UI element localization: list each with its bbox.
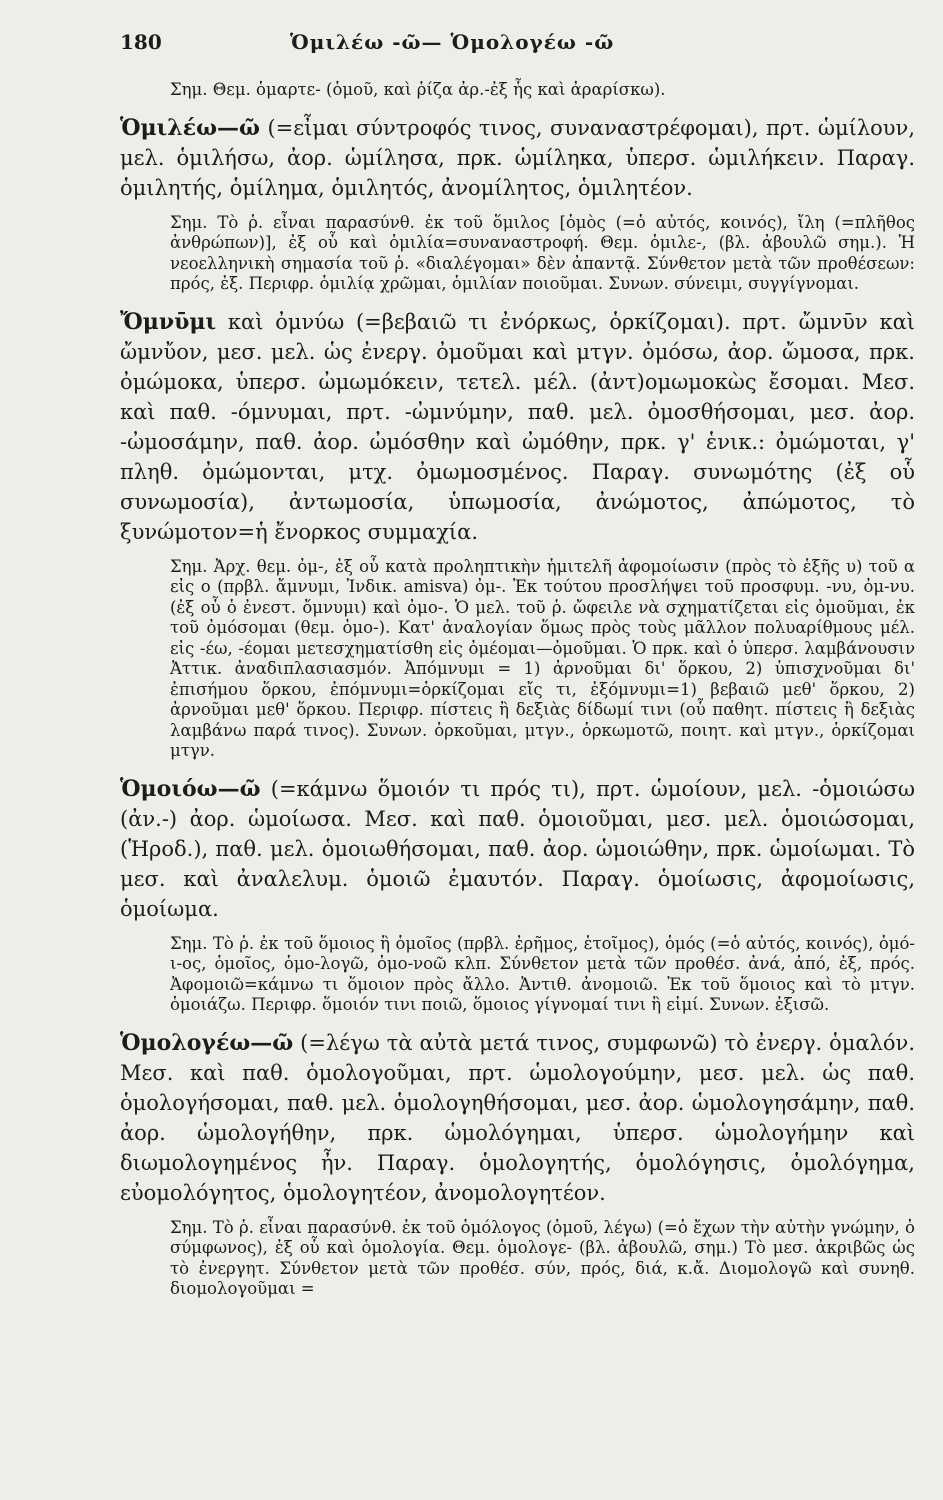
- note-omartein: Σημ. Θεμ. ὁμαρτε- (ὁμοῦ, καὶ ῥίζα ἀρ.-ἐξ ἧς καὶ ἀραρίσκω).: [170, 80, 666, 99]
- entry-omoioo: [120, 774, 915, 924]
- entry-omileo: [120, 113, 915, 203]
- entry-omnymi-body: καὶ ὀμνύω (=βεβαιῶ τι ἐνόρκως, ὁρκίζομαι). πρτ. ὤμνῡν καὶ ὤμνὔον, μεσ. μελ. ὡς ἐνεργ. ὀμοῦμαι καὶ μτγν. ὀμόσω, ἀορ. ὤμοσα, πρκ. ὀμώμοκα, ὑπερσ. ὠμωμόκειν, τετελ. μέλ. (ἀντ)ομωμοκὼς ἔσομαι. Μεσ. καὶ παθ. -όμνυμαι, πρτ. -ὠμνύμην, παθ. μελ. ὀμοσθήσομαι, μεσ. ἀορ. -ὠμοσάμην, παθ. ἀορ. ὠμόσθην καὶ ὠμόθην, πρκ. γ' ἑνικ.: ὀμώμοται, γ' πληθ. ὀμώμονται, μτχ. ὀμωμοσμένος. Παραγ. συνωμότης (ἐξ οὗ συνωμοσία), ἀντωμοσία, ὑπωμοσία, ἀνώμοτος, ἀπώμοτος, τὸ ξυνώμοτον=ἡ ἔνορκος συμμαχία.: [120, 309, 915, 544]
- note-omnymi: Σημ. Ἀρχ. θεμ. ὀμ-, ἐξ οὗ κατὰ προληπτικὴν ἡμιτελῆ ἀφομοίωσιν (πρὸς τὸ ἑξῆς υ) τοῦ α εἰς ο (πρβλ. ἄμνυμι, Ἰνδικ. amisva) ὀμ-. Ἐκ τούτου προσλήψει τοῦ προσφυμ. -νυ, ὀμ-νυ. (ἐξ οὗ ὁ ἐνεστ. ὄμνυμι) καὶ ὀμο-. Ὁ μελ. τοῦ ῥ. ὤφειλε νὰ σχηματίζεται εἰς ὀμοῦμαι, ἐκ τοῦ ὀμόσομαι (θεμ. ὀμο-). Κατ' ἀναλογίαν ὅμως πρὸς τοὺς μᾶλλον πολυαρίθμους μέλ. εἰς -έω, -έομαι μετεσχηματίσθη εἰς ὀμέομαι—ὀμοῦμαι. Ὁ πρκ. καὶ ὁ ὑπερσ. λαμβάνουσιν Ἀττικ. ἀναδιπλασιασμόν. Ἀπόμνυμι = 1) ἀρνοῦμαι δι' ὅρκου, 2) ὑπισχνοῦμαι δι' ἐπισήμου ὅρκου, ἐπόμνυμι=ὁρκίζομαι εἴς τι, ἐξόμνυμι=1) βεβαιῶ μεθ' ὅρκου, 2) ἀρνοῦμαι μεθ' ὅρκου. Περιφρ. πίστεις ἢ δεξιὰς δίδωμί τινι (οὗ παθητ. πίστεις ἢ δεξιὰς λαμβάνω παρά τινος). Συνων. ὁρκοῦμαι, μτγν., ὁρκωμοτῶ, ποιητ. καὶ μτγν., ὁρκίζομαι μτγν.: [170, 556, 915, 760]
- lemma-omileo: Ὁμιλέω—ῶ: [120, 114, 261, 141]
- note-omologeo: Σημ. Τὸ ῥ. εἶναι παρασύνθ. ἐκ τοῦ ὁμόλογος (ὁμοῦ, λέγω) (=ὁ ἔχων τὴν αὐτὴν γνώμην, ὁ σύμφωνος), ἐξ οὗ καὶ ὁμολογία. Θεμ. ὁμολογε- (βλ. ἀβουλῶ, σημ.) Τὸ μεσ. ἀκριβῶς ὡς τὸ ἐνεργητ. Σύνθετον μετὰ τῶν προθέσ. σύν, πρός, διά, κ.ἄ. Διομολογῶ καὶ συνηθ. διομολογοῦμαι =: [170, 1217, 915, 1298]
- entry-omileo-body: (=εἶμαι σύντροφός τινος, συναναστρέφομαι), πρτ. ὡμίλουν, μελ. ὁμιλήσω, ἀορ. ὡμίλησα, πρκ. ὡμίληκα, ὑπερσ. ὡμιλήκειν. Παραγ. ὁμιλητής, ὁμίλημα, ὁμιλητός, ἀνομίλητος, ὁμιλητέον.: [120, 115, 915, 200]
- running-head: [120, 30, 915, 70]
- entry-omnymi: [120, 307, 915, 547]
- page-number: 180: [120, 30, 162, 54]
- entry-omoioo-body: (=κάμνω ὅμοιόν τι πρός τι), πρτ. ὡμοίουν, μελ. -ὁμοιώσω (ἀν.-) ἀορ. ὡμοίωσα. Μεσ. καὶ παθ. ὁμοιοῦμαι, μεσ. μελ. ὁμοιώσομαι, (Ἡροδ.), παθ. μελ. ὁμοιωθήσομαι, παθ. ἀορ. ὡμοιώθην, πρκ. ὡμοίωμαι. Τὸ μεσ. καὶ ἀναλελυμ. ὁμοιῶ ἐμαυτόν. Παραγ. ὁμοίωσις, ἀφομοίωσις, ὁμοίωμα.: [120, 776, 915, 921]
- running-head-title: Ὁμιλέω -ῶ— Ὁμολογέω -ῶ: [290, 30, 615, 54]
- lemma-omoioo: Ὁμοιόω—ῶ: [120, 775, 261, 802]
- lemma-omnymi: Ὄμνῡμι: [120, 308, 217, 335]
- entry-omologeo: [120, 1028, 915, 1208]
- note-omileo: Σημ. Τὸ ῥ. εἶναι παρασύνθ. ἐκ τοῦ ὅμιλος [ὁμὸς (=ὁ αὐτός, κοινός), ἴλη (=πλῆθος ἀνθρώπων)], ἐξ οὗ καὶ ὁμιλία=συναναστροφή. Θεμ. ὁμιλε-, (βλ. ἀβουλῶ σημ.). Ἡ νεοελληνικὴ σημασία τοῦ ῥ. «διαλέγομαι» δὲν ἀπαντᾷ. Σύνθετον μετὰ τῶν προθέσεων: πρός, ἐξ. Περιφρ. ὁμιλίᾳ χρῶμαι, ὁμιλίαν ποιοῦμαι. Συνων. σύνειμι, συγγίγνομαι.: [170, 212, 915, 293]
- entry-omologeo-body: (=λέγω τὰ αὐτὰ μετά τινος, συμφωνῶ) τὸ ἐνεργ. ὁμαλόν. Μεσ. καὶ παθ. ὁμολογοῦμαι, πρτ. ὡμολογούμην, μεσ. μελ. ὡς παθ. ὁμολογήσομαι, παθ. μελ. ὁμολογηθήσομαι, μεσ. ἀορ. ὡμολογησάμην, παθ. ἀορ. ὡμολογήθην, πρκ. ὡμολόγημαι, ὑπερσ. ὡμολογήμην καὶ διωμολογημένος ἦν. Παραγ. ὁμολογητής, ὁμολόγησις, ὁμολόγημα, εὐομολόγητος, ὁμολογητέον, ἀνομολογητέον.: [120, 1030, 915, 1205]
- note-omoioo: Σημ. Τὸ ῥ. ἐκ τοῦ ὅμοιος ἢ ὁμοῖος (πρβλ. ἐρῆμος, ἑτοῖμος), ὁμός (=ὁ αὐτός, κοινός), ὁμό-ι-ος, ὁμοῖος, ὁμο-λογῶ, ὁμο-νοῶ κλπ. Σύνθετον μετὰ τῶν προθέσ. ἀνά, ἀπό, ἐξ, πρός. Ἀφομοιῶ=κάμνω τι ὅμοιον πρὸς ἄλλο. Ἀντιθ. ἀνομοιῶ. Ἐκ τοῦ ὅμοιος καὶ τὸ μτγν. ὁμοιάζω. Περιφρ. ὅμοιόν τινι ποιῶ, ὅμοιος γίγνομαί τινι ἢ εἰμί. Συνων. ἐξισῶ.: [170, 933, 915, 1014]
- lemma-omologeo: Ὁμολογέω—ῶ: [120, 1029, 294, 1056]
